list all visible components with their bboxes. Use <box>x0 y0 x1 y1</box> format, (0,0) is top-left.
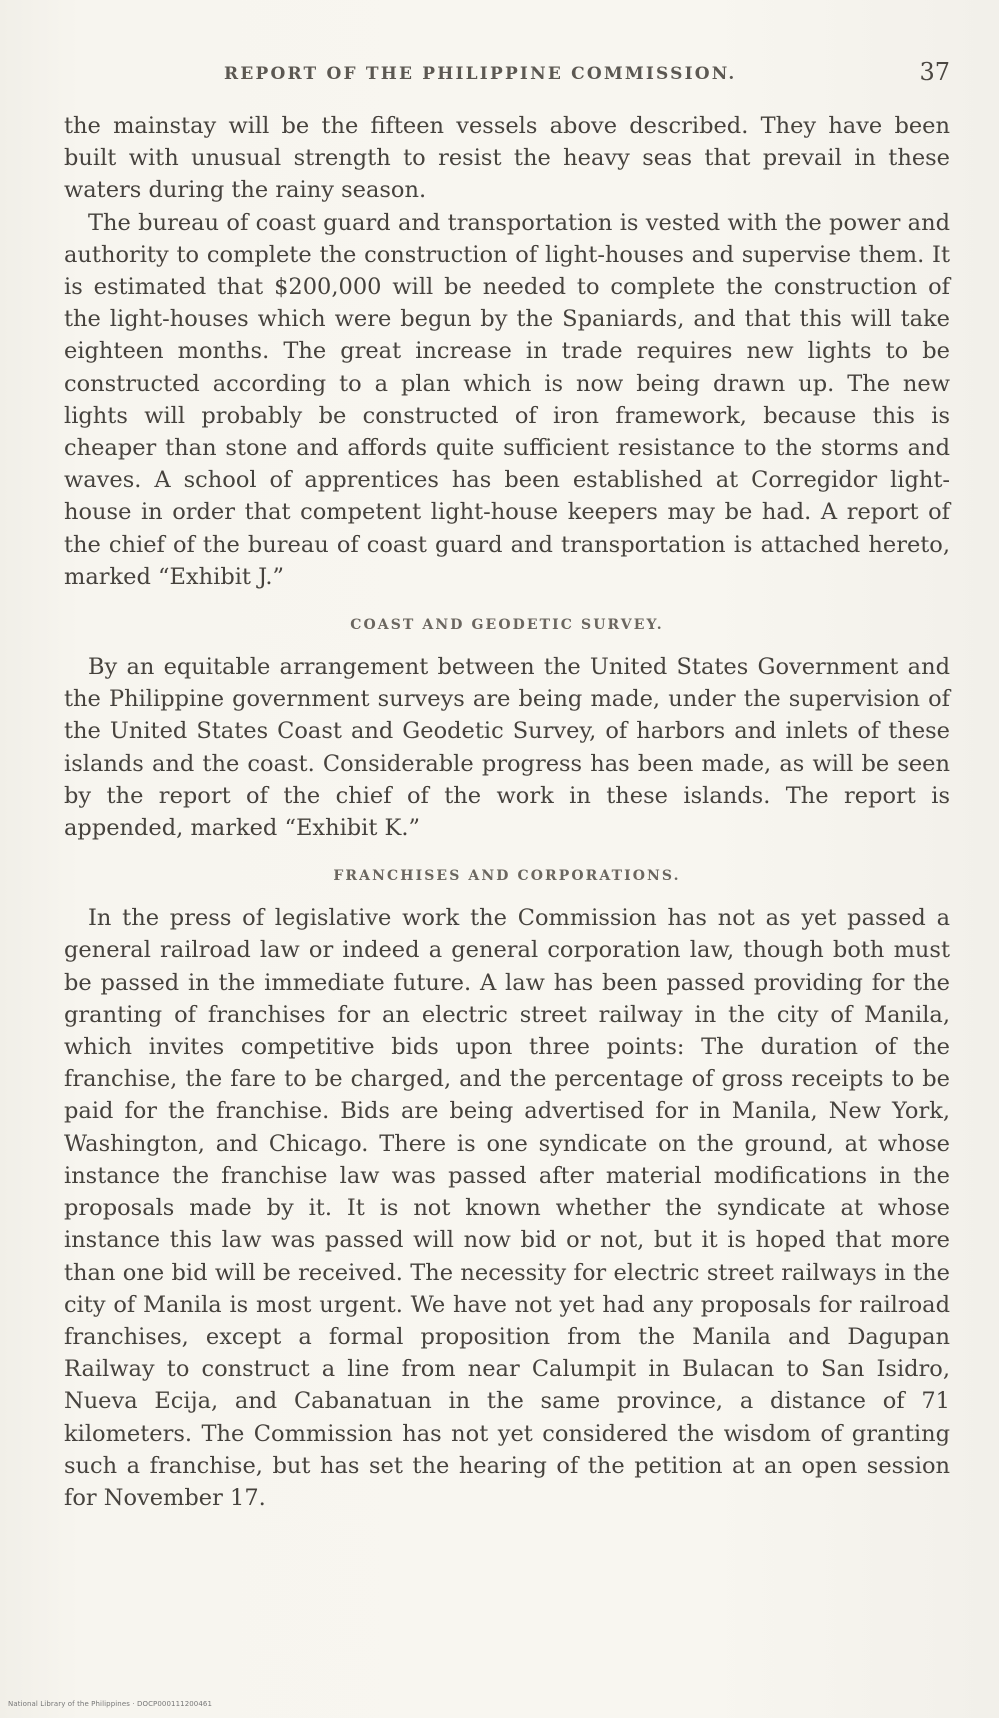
page-content <box>64 110 950 1514</box>
paragraph-lighthouse: The bureau of coast guard and transportation is vested with the power and authority to complete the construction of light-houses and supervise them. It is estimated that $200,000 will be needed to complete the construction of the light-houses which were begun by the Spaniards, and that this will take eighteen months. The great increase in trade requires new lights to be constructed according to a plan which is now being drawn up. The new lights will probably be constructed of iron framework, because this is cheaper than stone and affords quite sufficient resistance to the storms and waves. A school of apprentices has been established at Corregidor light-house in order that competent light-house keepers may be had. A report of the chief of the bureau of coast guard and transportation is attached hereto, marked “Exhibit J.” <box>64 209 950 590</box>
section-heading-coast-survey: COAST AND GEODETIC SURVEY. <box>350 617 664 634</box>
report-title: REPORT OF THE PHILIPPINE COMMISSION. <box>224 64 737 84</box>
paragraph-lighthouse-intro: the mainstay will be the fifteen vessels above described. They have been built with unusual strength to resist the heavy seas that prevail in these waters during the rainy season. <box>64 113 950 204</box>
page-header <box>64 58 950 92</box>
footer-note: National Library of the Philippines · DOCP000111200461 <box>8 1700 213 1708</box>
paragraph-franchises: In the press of legislative work the Commission has not as yet passed a general railroad law or indeed a general corporation law, though both must be passed in the immediate future. A law has been passed providing for the granting of franchises for an electric street railway in the city of Manila, which invites competitive bids upon three points: The duration of the franchise, the fare to be charged, and the percentage of gross receipts to be paid for the franchise. Bids are being advertised for in Manila, New York, Washington, and Chicago. There is one syndicate on the ground, at whose instance the franchise law was passed after material modifications in the proposals made by it. It is not known whether the syndicate at whose instance this law was passed will now bid or not, but it is hoped that more than one bid will be received. The necessity for electric street railways in the city of Manila is most urgent. We have not yet had any proposals for railroad franchises, except a formal proposition from the Manila and Dagupan Railway to construct a line from near Calumpit in Bulacan to San Isidro, Nueva Ecija, and Cabanatuan in the same province, a distance of 71 kilometers. The Commission has not yet considered the wisdom of granting such a franchise, but has set the hearing of the petition at an open session for November 17. <box>64 905 950 1511</box>
paragraph-coast-survey: By an equitable arrangement between the United States Government and the Philippine government surveys are being made, under the supervision of the United States Coast and Geodetic Survey, of harbors and inlets of these islands and the coast. Considerable progress has been made, as will be seen by the report of the chief of the work in these islands. The report is appended, marked “Exhibit K.” <box>64 654 950 842</box>
section-heading-franchises: FRANCHISES AND CORPORATIONS. <box>333 868 681 885</box>
page-number: 37 <box>919 58 950 86</box>
